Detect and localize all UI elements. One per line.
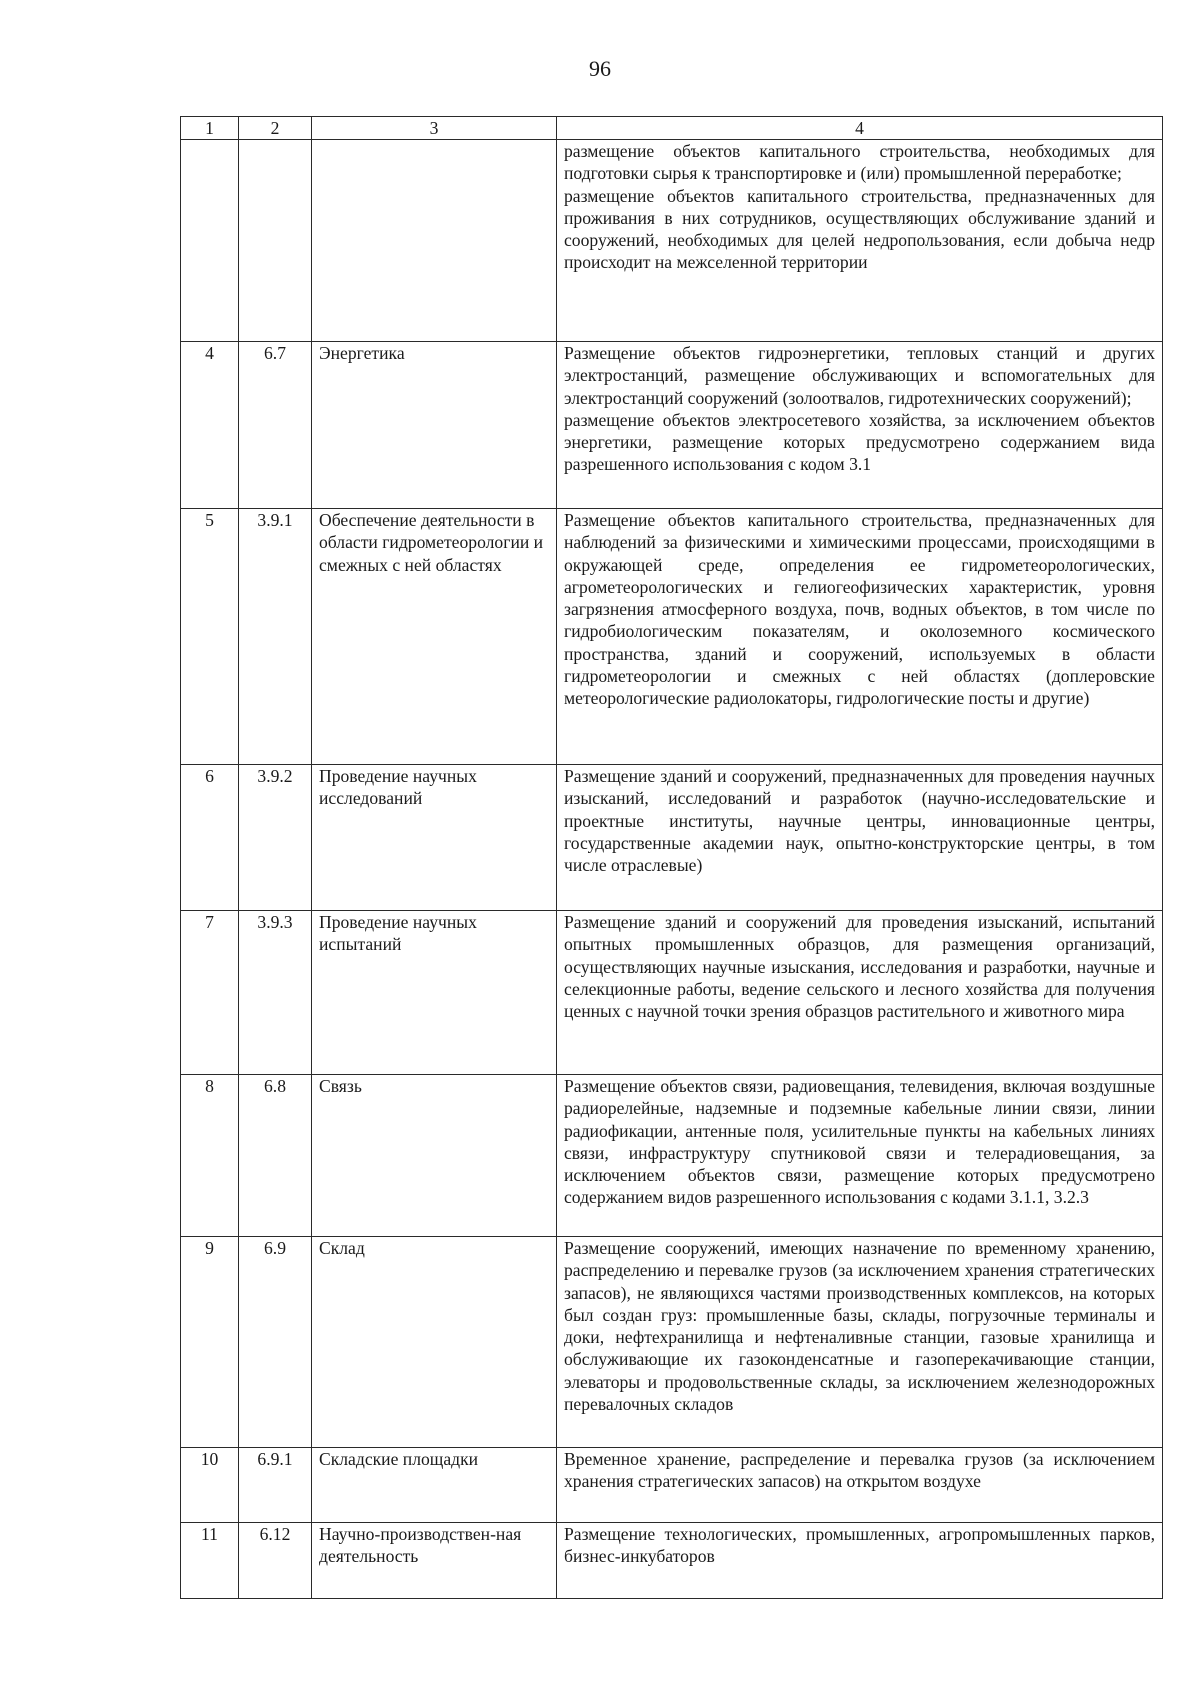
table-row [181,1075,1163,1237]
row-number: 5 [181,509,239,765]
row-name: Склад [312,1237,557,1448]
description-paragraph: Размещение зданий и сооружений, предназначенных для проведения научных изысканий, исследований и разработок (научно-исследовательские и проектные институты, научные центры, инновационные центры, государственные академии наук, опытно-конструкторские центры, в том числе отраслевые) [564,766,1155,876]
row-description [557,1523,1163,1599]
row-code: 3.9.1 [239,509,312,765]
row-name: Складские площадки [312,1448,557,1523]
description-paragraph: Размещение объектов гидроэнергетики, тепловых станций и других электростанций, размещение обслуживающих и вспомогательных для электростанций сооружений (золоотвалов, гидротехнических сооружений); [564,343,1155,408]
row-number: 10 [181,1448,239,1523]
table-header-row [181,117,1163,140]
row-number: 8 [181,1075,239,1237]
row-code: 6.8 [239,1075,312,1237]
description-paragraph: Временное хранение, распределение и перевалка грузов (за исключением хранения стратегических запасов) на открытом воздухе [564,1449,1155,1492]
description-paragraph: размещение объектов капитального строительства, предназначенных для проживания в них сотрудников, осуществляющих обслуживание зданий и сооружений, необходимых для целей недропользования, если добыча недр происходит на межселенной территории [564,185,1155,273]
description-paragraph: Размещение объектов капитального строительства, предназначенных для наблюдений за физическими и химическими процессами, происходящими в окружающей среде, определения ее гидрометеорологических, агрометеорологических и гелиогеофизических характеристик, уровня загрязнения атмосферного воздуха, почв, водных объектов, в том числе по гидробиологическим показателям, и околоземного космического пространства, зданий и сооружений, используемых в области гидрометеорологии и смежных с ней областях (доплеровские метеорологические радиолокаторы, гидрологические посты и другие) [564,510,1155,709]
row-name [312,140,557,342]
row-code: 6.9 [239,1237,312,1448]
row-number [181,140,239,342]
description-paragraph: размещение объектов капитального строительства, необходимых для подготовки сырья к транспортировке и (или) промышленной переработке; [564,141,1155,184]
land-use-table [180,116,1163,1599]
description-paragraph: Размещение сооружений, имеющих назначение по временному хранению, распределению и перевалке грузов (за исключением хранения стратегических запасов), не являющихся частями производственных комплексов, на которых был создан груз: промышленные базы, склады, погрузочные терминалы и доки, нефтехранилища и нефтеналивные станции, газовые хранилища и обслуживающие их газоконденсатные и газоперекачивающие станции, элеваторы и продовольственные склады, за исключением железнодорожных перевалочных складов [564,1238,1155,1415]
row-description [557,1237,1163,1448]
row-name: Энергетика [312,342,557,509]
row-name: Обеспечение деятельности в области гидрометеорологии и смежных с ней областях [312,509,557,765]
row-number: 6 [181,765,239,911]
table-row [181,509,1163,765]
row-description [557,765,1163,911]
header-cell-2: 2 [239,117,312,140]
row-code: 3.9.3 [239,911,312,1075]
description-paragraph: Размещение зданий и сооружений для проведения изысканий, испытаний опытных промышленных образцов, для размещения организаций, осуществляющих научные изыскания, исследования и разработки, научные и селекционные работы, ведение сельского и лесного хозяйства для получения ценных с научной точки зрения образцов растительного и животного мира [564,912,1155,1022]
table-row [181,1237,1163,1448]
row-code: 6.12 [239,1523,312,1599]
row-description [557,140,1163,342]
table-row [181,1448,1163,1523]
row-description [557,911,1163,1075]
row-description [557,342,1163,509]
row-name: Научно-производствен-ная деятельность [312,1523,557,1599]
table-row [181,765,1163,911]
header-cell-1: 1 [181,117,239,140]
row-code: 6.9.1 [239,1448,312,1523]
row-name: Проведение научных испытаний [312,911,557,1075]
row-code [239,140,312,342]
row-number: 11 [181,1523,239,1599]
row-code: 6.7 [239,342,312,509]
row-description [557,1448,1163,1523]
description-paragraph: Размещение технологических, промышленных, агропромышленных парков, бизнес-инкубаторов [564,1524,1155,1567]
description-paragraph: Размещение объектов связи, радиовещания, телевидения, включая воздушные радиорелейные, надземные и подземные кабельные линии связи, линии радиофикации, антенные поля, усилительные пункты на кабельных линиях связи, инфраструктуру спутниковой связи и телерадиовещания, за исключением объектов связи, размещение которых предусмотрено содержанием видов разрешенного использования с кодами 3.1.1, 3.2.3 [564,1076,1155,1208]
row-description [557,509,1163,765]
row-number: 7 [181,911,239,1075]
description-paragraph: размещение объектов электросетевого хозяйства, за исключением объектов энергетики, размещение которых предусмотрено содержанием вида разрешенного использования с кодом 3.1 [564,409,1155,475]
row-code: 3.9.2 [239,765,312,911]
table-row [181,1523,1163,1599]
table-row [181,342,1163,509]
header-cell-4: 4 [557,117,1163,140]
row-name: Связь [312,1075,557,1237]
row-name: Проведение научных исследований [312,765,557,911]
row-number: 9 [181,1237,239,1448]
row-number: 4 [181,342,239,509]
page-number: 96 [589,56,611,81]
row-description [557,1075,1163,1237]
table-row [181,911,1163,1075]
table-row [181,140,1163,342]
header-cell-3: 3 [312,117,557,140]
